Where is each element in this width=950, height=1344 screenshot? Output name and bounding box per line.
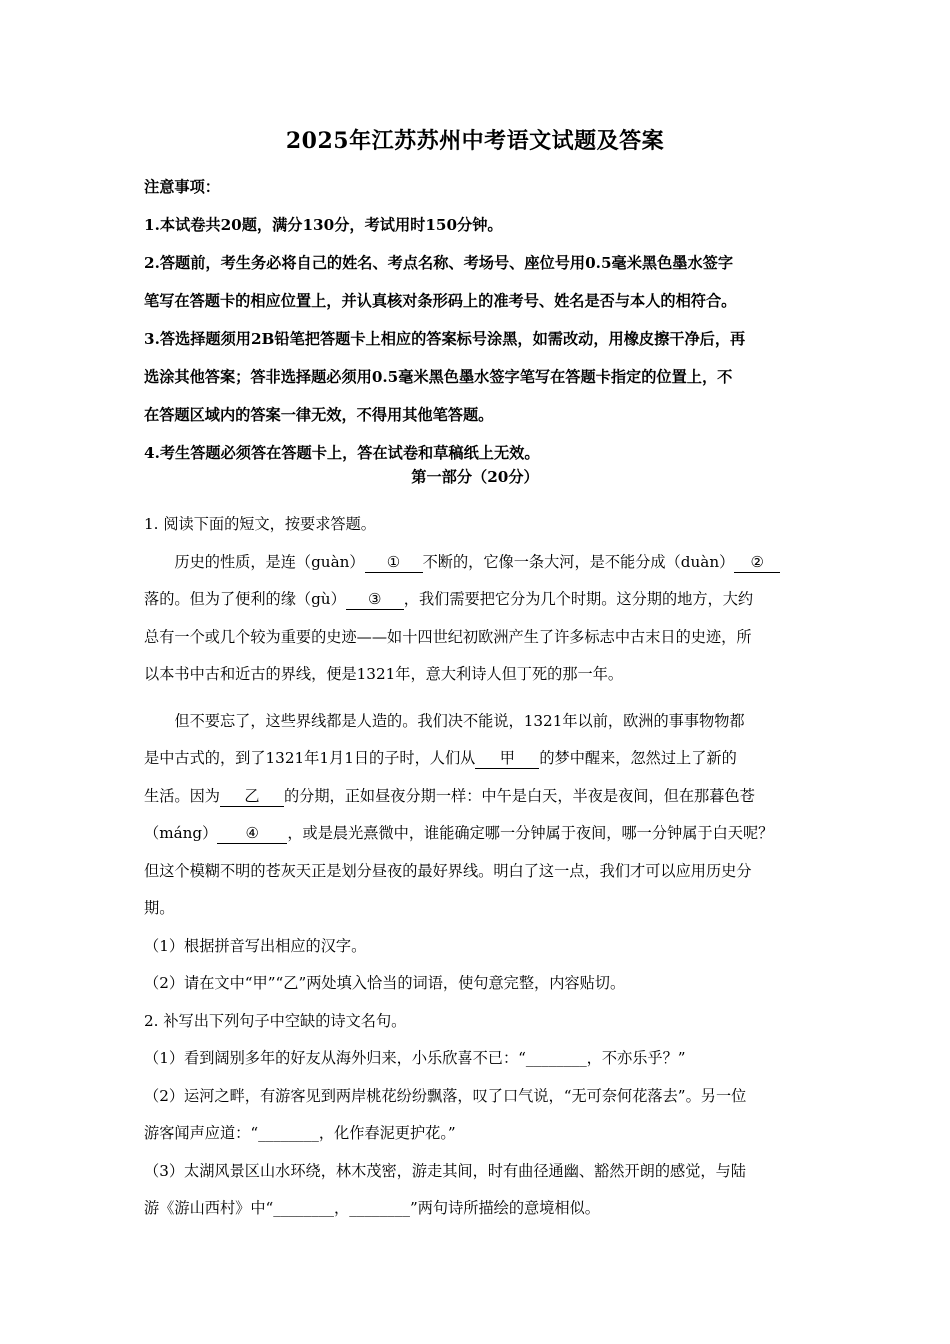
passage-line: 历史的性质，是连（guàn） ① 不断的，它像一条大河，是不能分成（duàn） ② xyxy=(144,544,808,582)
sub-question: （1）看到阔别多年的好友从海外归来，小乐欣喜不已：“________，不亦乐乎？” xyxy=(144,1049,686,1067)
section-heading: 第一部分（20分） xyxy=(411,468,539,486)
sub-question: 游《游山西村》中“________，________”两句诗所描绘的意境相似。 xyxy=(144,1199,600,1217)
notes-line: 笔写在答题卡的相应位置上，并认真核对条形码上的准考号、姓名是否与本人的相符合。 xyxy=(144,292,737,310)
sub-question: （2）运河之畔，有游客见到两岸桃花纷纷飘落，叹了口气说，“无可奈何花落去”。另一位 xyxy=(144,1086,747,1105)
passage-line: 但这个模糊不明的苍灰天正是划分昼夜的最好界线。明白了这一点，我们才可以应用历史分 xyxy=(144,861,752,880)
blank-yi: 乙 xyxy=(220,786,284,807)
passage-line: （máng） ④ ，或是晨光熹微中，谁能确定哪一分钟属于夜间，哪一分钟属于白天呢？ xyxy=(144,824,774,842)
notes-line: 选涂其他答案；答非选择题必须用0.5毫米黑色墨水签字笔写在答题卡指定的位置上，不 xyxy=(144,368,733,386)
notes-line: 4.考生答题必须答在答题卡上，答在试卷和草稿纸上无效。 xyxy=(144,444,540,462)
passage-line: 但不要忘了，这些界线都是人造的。我们决不能说，1321年以前，欧洲的事事物物都 xyxy=(174,711,745,730)
passage-line: 总有一个或几个较为重要的史迹——如十四世纪初欧洲产生了许多标志中古末日的史迹，所 xyxy=(144,627,752,646)
sub-question: （3）太湖风景区山水环绕，林木茂密，游走其间，时有曲径通幽、豁然开朗的感觉，与陆 xyxy=(144,1161,746,1180)
notes-block xyxy=(144,168,824,472)
passage-line: 期。 xyxy=(144,899,175,917)
sub-question: （1）根据拼音写出相应的汉字。 xyxy=(144,936,367,955)
notes-line: 3.答选择题须用2B铅笔把答题卡上相应的答案标号涂黑，如需改动，用橡皮擦干净后，再 xyxy=(144,330,746,348)
passage-line: 落的。但为了便利的缘（gù） ③ ，我们需要把它分为几个时期。这分期的地方，大约 xyxy=(144,590,754,608)
sub-question: 游客闻声应道：“________，化作春泥更护花。” xyxy=(144,1124,456,1142)
notes-line: 在答题区域内的答案一律无效，不得用其他笔答题。 xyxy=(144,406,494,424)
sub-question: （2）请在文中“甲”“乙”两处填入恰当的词语，使句意完整，内容贴切。 xyxy=(144,974,626,992)
question-1-stem: 1. 阅读下面的短文，按要求答题。 xyxy=(144,515,376,533)
blank-jia: 甲 xyxy=(475,748,539,769)
notes-line: 1.本试卷共20题，满分130分，考试用时150分钟。 xyxy=(144,216,503,234)
questions-body xyxy=(144,506,808,1228)
notes-heading: 注意事项： xyxy=(144,178,220,196)
page-title: 2025年江苏苏州中考语文试题及答案 xyxy=(285,128,665,154)
notes-line: 2.答题前，考生务必将自己的姓名、考点名称、考场号、座位号用0.5毫米黑色墨水签字 xyxy=(144,254,734,272)
blank-4: ④ xyxy=(217,823,287,844)
passage-line: 以本书中古和近古的界线，便是1321年，意大利诗人但丁死的那一年。 xyxy=(144,665,624,683)
passage-line: 是中古式的，到了1321年1月1日的子时，人们从 甲 的梦中醒来，忽然过上了新的 xyxy=(144,749,737,767)
blank-3: ③ xyxy=(346,589,404,610)
question-2-stem: 2. 补写出下列句子中空缺的诗文名句。 xyxy=(144,1011,407,1030)
passage-line: 生活。因为 乙 的分期，正如昼夜分期一样：中午是白天，半夜是夜间，但在那暮色苍 xyxy=(144,786,755,805)
blank-2: ② xyxy=(734,552,780,573)
blank-1: ① xyxy=(365,552,423,573)
